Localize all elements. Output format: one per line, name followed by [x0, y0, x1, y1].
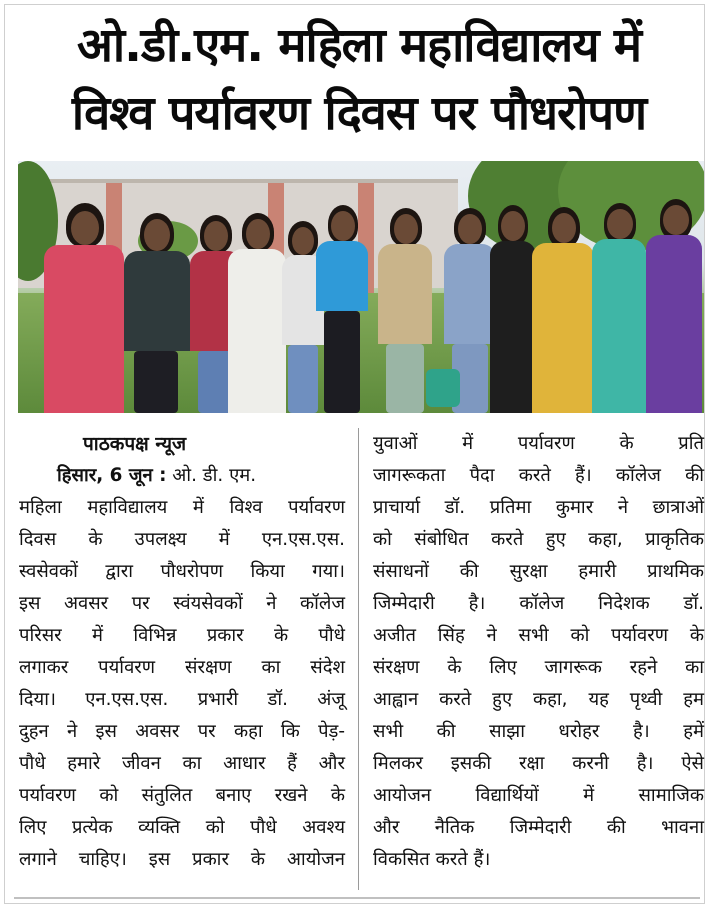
article-paragraph-right [373, 428, 704, 876]
student [120, 213, 194, 413]
student [588, 203, 650, 413]
article-line: संसाधनों की सुरक्षा हमारी प्राथमिक [373, 561, 704, 582]
article-line: आह्वान करते हुए कहा, यह पृथ्वी हम [373, 689, 704, 710]
article-line: और नैतिक जिम्मेदारी की भावना [373, 817, 704, 838]
article-column-right [373, 428, 704, 876]
article-line: पर्यावरण को संतुलित बनाए रखने के [19, 785, 345, 806]
article-line: लगाने चाहिए। इस प्रकार के आयोजन [19, 849, 345, 870]
headline-line-1: ओ.डी.एम. महिला महाविद्यालय में [77, 18, 641, 73]
article-line: प्राचार्या डॉ. प्रतिमा कुमार ने छात्राओं [373, 497, 704, 518]
article-line: स्वसेवकों द्वारा पौधरोपण किया गया। [19, 561, 345, 582]
article-line: लगाकर पर्यावरण संरक्षण का संदेश [19, 657, 345, 678]
article-line: आयोजन विद्यार्थियों में सामाजिक [373, 785, 704, 806]
article-column-left [19, 428, 345, 876]
headline-line-2: विश्व पर्यावरण दिवस पर पौधरोपण [71, 86, 647, 141]
article-line: जागरूकता पैदा करते हैं। कॉलेज की [373, 465, 704, 486]
bottom-rule [14, 897, 700, 899]
article-line: को संबोधित करते हुए कहा, प्राकृतिक [373, 529, 704, 550]
dateline: हिसार, 6 जून : [57, 465, 167, 486]
article-line: लिए प्रत्येक व्यक्ति को पौधे अवश्य [19, 817, 345, 838]
article-line: विकसित करते हैं। [373, 849, 491, 870]
student [642, 199, 704, 413]
column-divider [358, 428, 359, 890]
article-line: संरक्षण के लिए जागरूक रहने का [373, 657, 704, 678]
article-paragraph-left [19, 460, 345, 876]
watering-can-icon [426, 369, 460, 407]
student [38, 203, 128, 413]
article-line: दुहन ने इस अवसर पर कहा कि पेड़- [19, 721, 345, 742]
article-line: हिसार, 6 जून : ओ. डी. एम. [57, 465, 257, 486]
headline [14, 12, 704, 148]
article-line: इस अवसर पर स्वंयसेवकों ने कॉलेज [19, 593, 345, 614]
student [314, 205, 370, 413]
article-line: युवाओं में पर्यावरण के प्रति [373, 433, 704, 454]
article-line: पौधे हमारे जीवन का आधार हैं और [19, 753, 345, 774]
article-line: दिया। एन.एस.एस. प्रभारी डॉ. अंजू [19, 689, 345, 710]
article-line: महिला महाविद्यालय में विश्व पर्यावरण [19, 497, 345, 518]
article-line: परिसर में विभिन्न प्रकार के पौधे [19, 625, 345, 646]
article-line: मिलकर इसकी रक्षा करनी है। ऐसे [373, 753, 704, 774]
article-line: सभी की साझा धरोहर है। हमें [373, 721, 704, 742]
article-line: अजीत सिंह ने सभी को पर्यावरण के [373, 625, 704, 646]
byline: पाठकपक्ष न्यूज [83, 433, 187, 455]
news-photo [18, 161, 704, 413]
article-line: जिम्मेदारी है। कॉलेज निदेशक डॉ. [373, 593, 704, 614]
article-line: दिवस के उपलक्ष्य में एन.एस.एस. [19, 529, 345, 550]
